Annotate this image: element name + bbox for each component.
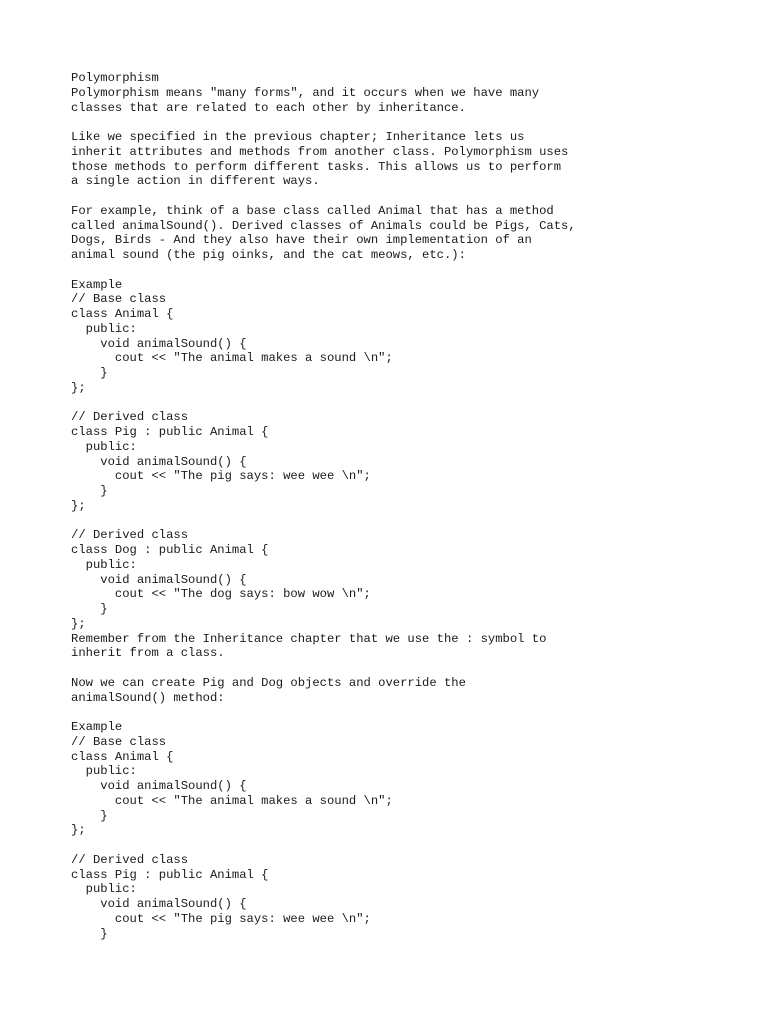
text-line: void animalSound() { <box>71 454 247 469</box>
text-line: }; <box>71 823 86 838</box>
text-line: Example <box>71 720 123 734</box>
text-line: cout << "The pig says: wee wee \n"; <box>71 469 371 484</box>
text-line: Polymorphism means "many forms", and it occurs when we have many <box>71 85 540 100</box>
text-line: // Base class <box>71 734 167 749</box>
text-line: void animalSound() { <box>71 779 247 793</box>
text-line: a single action in different ways. <box>71 174 320 189</box>
text-line: void animalSound() { <box>71 572 247 587</box>
text-line <box>71 661 711 676</box>
text-line: classes that are related to each other by inheritance. <box>71 100 466 115</box>
text-line: called animalSound(). Derived classes of Animals could be Pigs, Cats, <box>71 218 576 233</box>
text-line: Example <box>71 277 123 292</box>
text-line: Now we can create Pig and Dog objects and override the <box>71 675 466 690</box>
text-line: }; <box>71 380 86 395</box>
text-line: inherit attributes and methods from another class. Polymorphism uses <box>71 144 569 159</box>
text-line: class Pig : public Animal { <box>71 867 269 882</box>
text-line: cout << "The dog says: bow wow \n"; <box>71 587 371 602</box>
document-page <box>71 71 711 941</box>
text-line <box>71 838 711 853</box>
text-line: // Derived class <box>71 410 189 425</box>
text-line: public: <box>71 764 137 779</box>
text-line: } <box>71 808 108 823</box>
text-line: }; <box>71 498 86 513</box>
text-line: Remember from the Inheritance chapter that we use the : symbol to <box>71 631 547 646</box>
text-line: void animalSound() { <box>71 897 247 911</box>
text-line: For example, think of a base class called Animal that has a method <box>71 203 554 218</box>
text-line <box>71 115 711 130</box>
text-line: animal sound (the pig oinks, and the cat meows, etc.): <box>71 248 466 262</box>
text-line: void animalSound() { <box>71 336 247 351</box>
text-line: } <box>71 366 108 380</box>
text-line: } <box>71 484 108 498</box>
text-line: } <box>71 602 108 616</box>
text-line: animalSound() method: <box>71 690 225 705</box>
text-line <box>71 705 711 720</box>
text-line: class Pig : public Animal { <box>71 425 269 439</box>
text-line: public: <box>71 882 137 897</box>
text-line: cout << "The pig says: wee wee \n"; <box>71 911 371 926</box>
text-line: Like we specified in the previous chapter; Inheritance lets us <box>71 130 525 144</box>
text-line <box>71 514 711 529</box>
text-line: public: <box>71 321 137 336</box>
text-line: Polymorphism <box>71 71 159 85</box>
text-line: // Base class <box>71 292 167 307</box>
text-line <box>71 263 711 278</box>
text-line: public: <box>71 439 137 454</box>
text-line: // Derived class <box>71 528 189 543</box>
text-line: cout << "The animal makes a sound \n"; <box>71 793 393 808</box>
text-line: // Derived class <box>71 852 189 867</box>
text-line: those methods to perform different tasks. This allows us to perform <box>71 159 562 174</box>
text-line: inherit from a class. <box>71 646 225 661</box>
text-line: }; <box>71 616 86 631</box>
text-line: class Animal { <box>71 749 174 764</box>
text-line: cout << "The animal makes a sound \n"; <box>71 351 393 366</box>
text-line: class Dog : public Animal { <box>71 543 269 557</box>
text-line: class Animal { <box>71 307 174 321</box>
text-line: public: <box>71 557 137 572</box>
text-line <box>71 189 711 204</box>
text-line: Dogs, Birds - And they also have their own implementation of an <box>71 233 532 248</box>
text-line: } <box>71 926 108 941</box>
text-line <box>71 396 711 411</box>
